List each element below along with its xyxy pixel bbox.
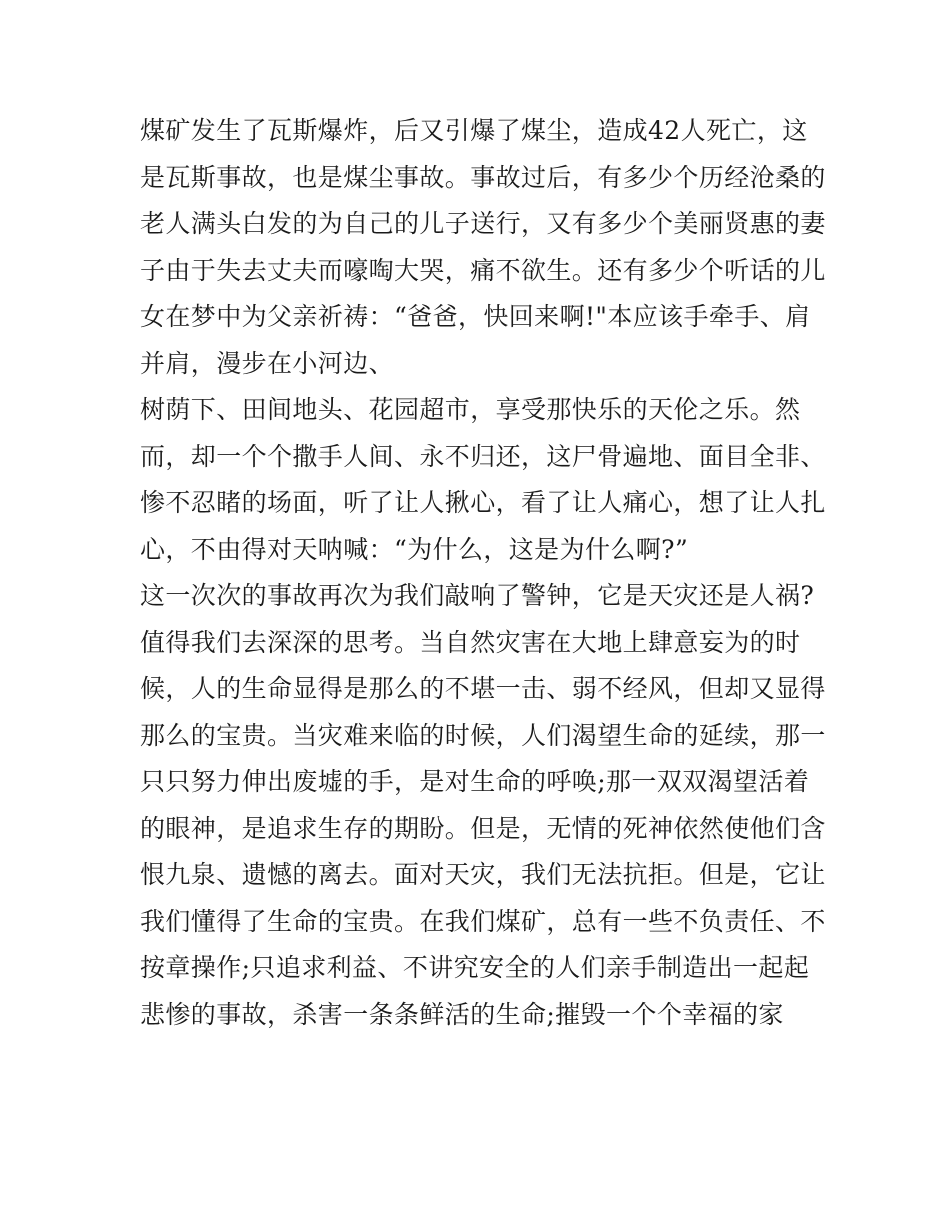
text-line: 只只努力伸出废墟的手，是对生命的呼唤;那一双双渴望活着 <box>140 767 810 796</box>
text-line: 的眼神，是追求生存的期盼。但是，无情的死神依然使他们含 <box>140 813 826 843</box>
text-line: 女在梦中为父亲祈祷：“爸爸，快回来啊!"本应该手牵手、肩 <box>140 302 811 331</box>
text-line: 煤矿发生了瓦斯爆炸，后又引爆了煤尘，造成42人死亡，这 <box>140 116 808 145</box>
text-line: 按章操作;只追求利益、不讲究安全的人们亲手制造出一起起 <box>140 953 810 982</box>
text-line: 子由于失去丈夫而嚎啕大哭，痛不欲生。还有多少个听话的儿 <box>140 255 826 285</box>
text-line: 并肩，漫步在小河边、 <box>140 348 395 378</box>
text-line: 恨九泉、遗憾的离去。面对天灾，我们无法抗拒。但是，它让 <box>140 860 826 889</box>
text-line: 心，不由得对天呐喊：“为什么，这是为什么啊?” <box>140 534 689 564</box>
text-line: 老人满头白发的为自己的儿子送行，又有多少个美丽贤惠的妻 <box>140 209 826 238</box>
text-line: 那么的宝贵。当灾难来临的时候，人们渴望生命的延续，那一 <box>140 720 826 750</box>
text-line: 我们懂得了生命的宝贵。在我们煤矿，总有一些不负责任、不 <box>140 906 826 936</box>
text-line: 而，却一个个撒手人间、永不归还，这尸骨遍地、面目全非、 <box>140 441 826 471</box>
body-text <box>140 108 826 1038</box>
text-line: 这一次次的事故再次为我们敲响了警钟，它是天灾还是人祸? <box>140 581 815 610</box>
text-line: 值得我们去深深的思考。当自然灾害在大地上肆意妄为的时 <box>140 627 801 657</box>
text-line: 惨不忍睹的场面，听了让人揪心，看了让人痛心，想了让人扎 <box>140 488 826 517</box>
text-line: 是瓦斯事故，也是煤尘事故。事故过后，有多少个历经沧桑的 <box>140 162 826 192</box>
text-line: 树荫下、田间地头、花园超市，享受那快乐的天伦之乐。然 <box>140 395 801 424</box>
text-line: 候，人的生命显得是那么的不堪一击、弱不经风，但却又显得 <box>140 674 826 703</box>
text-line: 悲惨的事故，杀害一条条鲜活的生命;摧毁一个个幸福的家 <box>140 999 784 1029</box>
